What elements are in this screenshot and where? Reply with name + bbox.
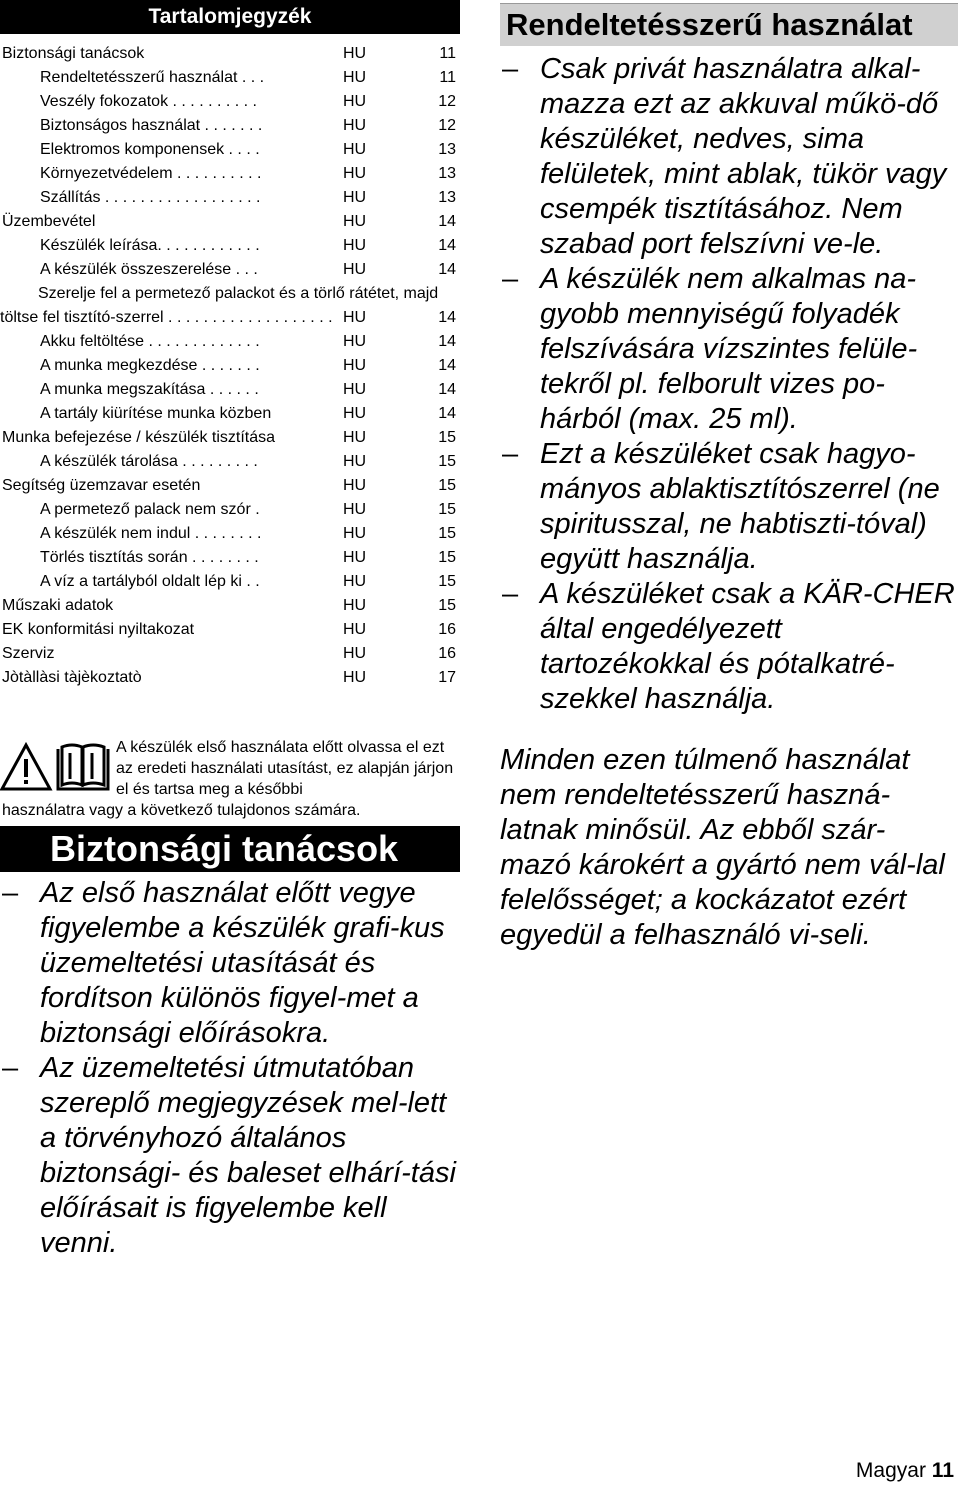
toc-entry-lang: HU xyxy=(343,213,367,230)
toc-entry-title: EK konformitási nyiltakozat xyxy=(2,621,195,638)
toc-entry-title: A készülék tárolása . . . . . . . . . xyxy=(40,453,258,470)
toc-entry-lang: HU xyxy=(343,645,367,662)
toc-entry-title: Veszély fokozatok . . . . . . . . . . xyxy=(40,93,257,110)
toc-entry-lang: HU xyxy=(343,621,367,638)
toc-entry-title: A permetező palack nem szór . xyxy=(40,501,260,518)
toc-entry-page: 14 xyxy=(438,405,456,422)
toc-row[interactable] xyxy=(0,426,460,450)
toc-entry-lang: HU xyxy=(343,381,367,398)
toc-entry-title: Elektromos komponensek . . . . xyxy=(40,141,260,158)
toc-entry-title: A víz a tartályból oldalt lép ki . . xyxy=(40,573,260,590)
section-heading-safety: Biztonsági tanácsok xyxy=(0,826,460,872)
list-item xyxy=(500,262,955,437)
toc-entry-page: 13 xyxy=(438,189,456,206)
toc-entry-lang: HU xyxy=(343,357,367,374)
toc-entry-page: 12 xyxy=(438,93,456,110)
toc-entry-page: 14 xyxy=(438,357,456,374)
toc-entry-lang: HU xyxy=(343,477,367,494)
toc-entry-page: 15 xyxy=(438,597,456,614)
page-number: 11 xyxy=(931,1459,954,1482)
toc-entry-lang: HU xyxy=(343,549,367,566)
toc-row[interactable] xyxy=(0,66,460,90)
footer-language: Magyar xyxy=(855,1459,926,1482)
toc-entry-page: 15 xyxy=(438,501,456,518)
toc-entry-page: 11 xyxy=(439,45,456,62)
toc-entry-page: 15 xyxy=(438,429,456,446)
list-item xyxy=(500,437,955,577)
toc-entry-lang: HU xyxy=(343,165,367,182)
toc-row[interactable] xyxy=(0,162,460,186)
list-item-text: Ezt a készüléket csak hagyo-mányos ablaktisztítószerrel (ne spiritusszal, ne habtiszti-tóval) együtt használja. xyxy=(540,438,940,575)
toc-row[interactable] xyxy=(0,138,460,162)
toc-row[interactable] xyxy=(0,402,460,426)
toc-entry-page: 14 xyxy=(438,213,456,230)
toc-entry-lang: HU xyxy=(343,333,367,350)
toc-entry-lang: HU xyxy=(343,237,367,254)
list-dash: – xyxy=(502,263,519,295)
toc-entry-title: Üzembevétel xyxy=(2,213,96,230)
list-dash: – xyxy=(2,877,19,909)
notice-text: A készülék első használata előtt olvassa el ezt az eredeti használati utasítást, ez alapján járjon el és tartsa meg a későbbi xyxy=(116,739,454,798)
toc-entry-page: 14 xyxy=(438,309,456,326)
list-item-text: Az első használat előtt vegye figyelembe a készülék grafi-kus üzemeltetési utasítását és fordítson különös figyel-met a biztonsági előírásokra. xyxy=(40,877,445,1049)
intended-use-list xyxy=(500,52,955,717)
section-heading-intended-use: Rendeltetésszerű használat xyxy=(500,3,958,46)
toc-entry-page: 13 xyxy=(438,165,456,182)
toc-row[interactable] xyxy=(0,210,460,234)
toc-entry-page: 14 xyxy=(438,333,456,350)
list-item-text: Az üzemeltetési útmutatóban szereplő megjegyzések mel-lett a törvényhozó általános biztonsági- és baleset elhárí-tási előírásait is figyelembe kell venni. xyxy=(40,1052,456,1259)
toc-row[interactable] xyxy=(0,258,460,282)
list-item-text: A készüléket csak a KÄR-CHER által engedélyezett tartozékokkal és pótalkatré-szekkel használja. xyxy=(540,578,955,715)
toc-entry-title: A munka megszakítása . . . . . . xyxy=(40,381,259,398)
list-item xyxy=(0,1051,460,1261)
toc-entry-lang: HU xyxy=(343,45,367,62)
toc-entry-title: A munka megkezdése . . . . . . . xyxy=(40,357,260,374)
toc-entry-lang: HU xyxy=(343,93,367,110)
toc-entry-page: 15 xyxy=(438,525,456,542)
toc-entry-title: A készülék összeszerelése . . . xyxy=(40,261,258,278)
toc-entry-title: Segítség üzemzavar esetén xyxy=(2,477,201,494)
toc-row[interactable] xyxy=(0,114,460,138)
toc-entry-title: Akku feltöltése . . . . . . . . . . . . . xyxy=(40,333,260,350)
toc-entry-lang: HU xyxy=(343,189,367,206)
toc-entry-lang: HU xyxy=(343,69,367,86)
toc-entry-title: Környezetvédelem . . . . . . . . . . xyxy=(40,165,262,182)
manual-book-icon xyxy=(58,745,108,789)
list-dash: – xyxy=(2,1052,19,1084)
toc-entry-lang: HU xyxy=(343,573,367,590)
list-dash: – xyxy=(502,578,519,610)
toc-row[interactable] xyxy=(0,570,460,594)
toc-entry-title: Műszaki adatok xyxy=(2,597,114,614)
toc-entry-page: 13 xyxy=(438,141,456,158)
list-item-text: Csak privát használatra alkal-mazza ezt az akkuval műkö-dő készüléket, nedves, sima felületek, mint ablak, tükör vagy csempék tisztításához. Nem szabad port felszívni ve-le. xyxy=(540,53,947,260)
toc-entry-lang: HU xyxy=(343,261,367,278)
toc-entry-title: Szerelje fel a permetező palackot és a törlő rátétet, majd töltse fel tisztító-szerrel . . . . . . . . . . . . . . . . . . . xyxy=(0,285,439,326)
toc-row[interactable] xyxy=(0,666,460,690)
toc-entry-page: 15 xyxy=(438,477,456,494)
toc-entry-title: A készülék nem indul . . . . . . . . xyxy=(40,525,262,542)
list-item xyxy=(500,52,955,262)
toc-row[interactable] xyxy=(0,642,460,666)
toc-entry-title: Törlés tisztítás során . . . . . . . . xyxy=(40,549,259,566)
toc-entry-lang: HU xyxy=(343,669,367,686)
toc-entry-lang: HU xyxy=(343,429,367,446)
table-of-contents xyxy=(0,42,460,690)
list-item-text: A készülék nem alkalmas na-gyobb mennyiségű folyadék felszívására vízszintes felüle-tekről pl. felborult vizes po-hárból (max. 25 ml). xyxy=(540,263,918,435)
list-dash: – xyxy=(502,438,519,470)
toc-entry-lang: HU xyxy=(343,141,367,158)
toc-entry-lang: HU xyxy=(343,405,367,422)
toc-entry-title: Rendeltetésszerű használat . . . xyxy=(40,69,265,86)
safety-list xyxy=(0,876,460,1261)
list-item xyxy=(500,577,955,717)
toc-row[interactable] xyxy=(0,546,460,570)
toc-entry-title: Munka befejezése / készülék tisztítása xyxy=(2,429,276,446)
toc-row[interactable] xyxy=(0,42,460,66)
warning-triangle-icon xyxy=(2,745,50,789)
toc-entry-title: Biztonságos használat . . . . . . . xyxy=(40,117,263,134)
list-item xyxy=(0,876,460,1051)
toc-row[interactable] xyxy=(0,90,460,114)
toc-row[interactable] xyxy=(0,282,460,330)
toc-entry-lang: HU xyxy=(343,597,367,614)
toc-entry-page: 16 xyxy=(438,645,456,662)
toc-entry-lang: HU xyxy=(343,453,367,470)
toc-entry-title: Szerviz xyxy=(2,645,55,662)
toc-entry-page: 14 xyxy=(438,237,456,254)
toc-entry-page: 14 xyxy=(438,381,456,398)
toc-entry-page: 14 xyxy=(438,261,456,278)
toc-row[interactable] xyxy=(0,378,460,402)
toc-entry-page: 11 xyxy=(439,69,456,86)
notice-text-continued: használatra vagy a következő tulajdonos számára. xyxy=(2,802,361,819)
page-footer xyxy=(856,1459,954,1483)
toc-entry-title: Készülék leírása. . . . . . . . . . . . xyxy=(40,237,260,254)
intended-use-paragraph: Minden ezen túlmenő használat nem rendeltetésszerű haszná-latnak minősül. Az ebből szár-mazó károkért a gyártó nem vál-lal felelősséget; a kockázatot ezért egyedül a felhasználó vi-seli. xyxy=(500,744,945,951)
toc-entry-lang: HU xyxy=(343,309,367,326)
toc-row[interactable] xyxy=(0,450,460,474)
toc-entry-lang: HU xyxy=(343,117,367,134)
toc-entry-title: Biztonsági tanácsok xyxy=(2,45,145,62)
toc-entry-title: Szállítás . . . . . . . . . . . . . . . . . . xyxy=(40,189,261,206)
read-manual-notice xyxy=(0,737,460,821)
toc-entry-lang: HU xyxy=(343,501,367,518)
toc-row[interactable] xyxy=(0,330,460,354)
toc-entry-page: 16 xyxy=(438,621,456,638)
toc-entry-page: 15 xyxy=(438,453,456,470)
toc-row[interactable] xyxy=(0,522,460,546)
toc-entry-page: 12 xyxy=(438,117,456,134)
toc-row[interactable] xyxy=(0,354,460,378)
toc-entry-title: A tartály kiürítése munka közben xyxy=(40,405,272,422)
toc-row[interactable] xyxy=(0,618,460,642)
toc-row[interactable] xyxy=(0,186,460,210)
toc-row[interactable] xyxy=(0,234,460,258)
list-dash: – xyxy=(502,53,519,85)
toc-heading: Tartalomjegyzék xyxy=(0,0,460,34)
toc-entry-lang: HU xyxy=(343,525,367,542)
toc-entry-page: 17 xyxy=(438,669,456,686)
toc-entry-page: 15 xyxy=(438,573,456,590)
toc-row[interactable] xyxy=(0,594,460,618)
toc-entry-title: Jòtàllàsi tàjèkoztatò xyxy=(2,669,142,686)
toc-entry-page: 15 xyxy=(438,549,456,566)
toc-row[interactable] xyxy=(0,498,460,522)
notice-icons xyxy=(0,739,112,795)
toc-row[interactable] xyxy=(0,474,460,498)
